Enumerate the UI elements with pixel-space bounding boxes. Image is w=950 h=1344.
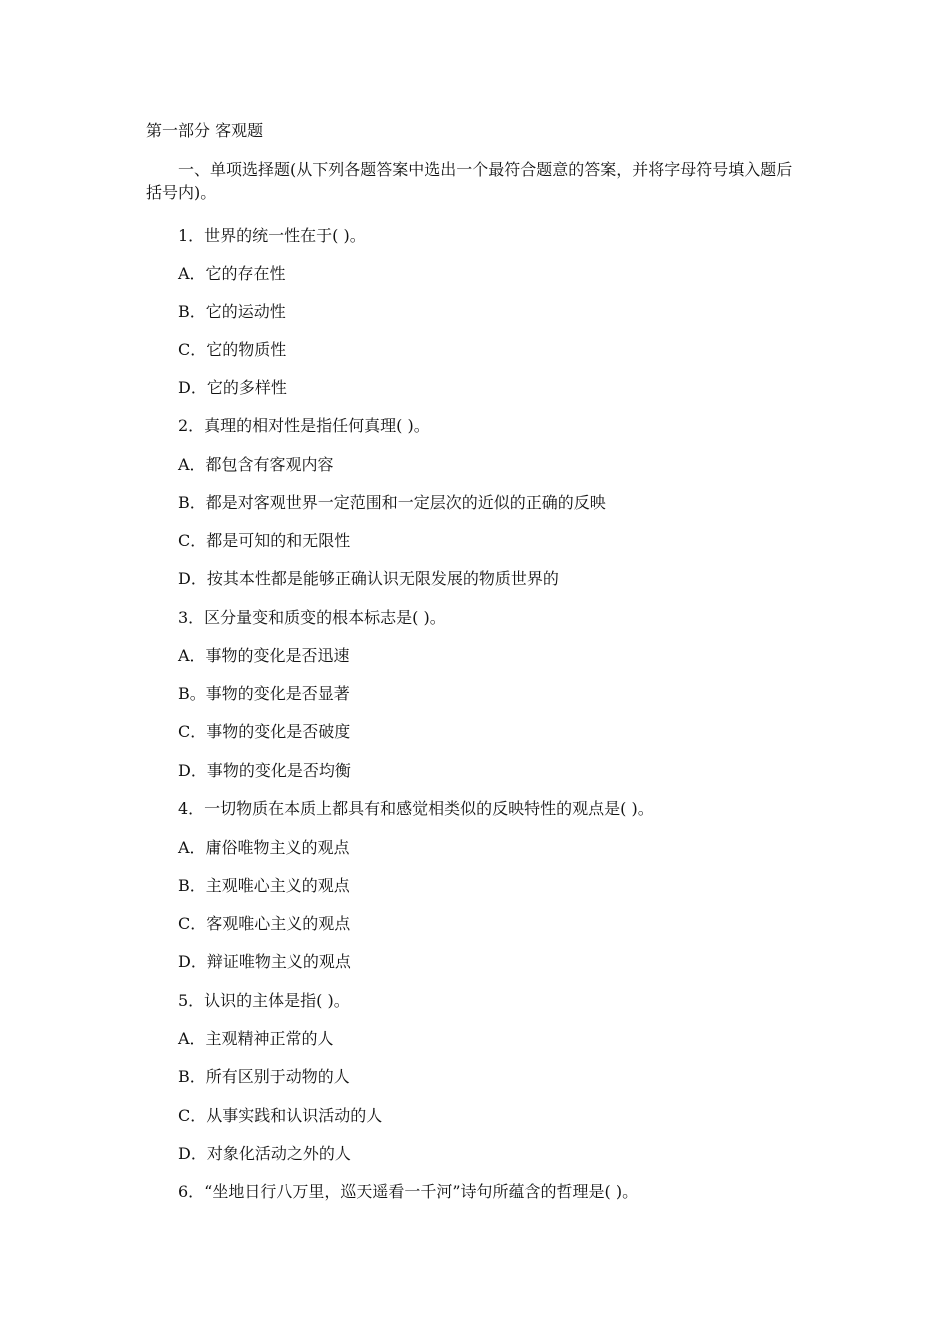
question-3-option-d: D．事物的变化是否均衡 [178,761,351,780]
question-2-option-a: A．都包含有客观内容 [178,455,334,474]
question-2-stem: 2．真理的相对性是指任何真理( )。 [178,416,430,435]
question-5-option-d: D．对象化活动之外的人 [178,1144,351,1163]
part-title: 第一部分 客观题 [146,121,264,140]
question-3-option-b: B。事物的变化是否显著 [178,684,350,703]
question-2-option-c: C．都是可知的和无限性 [178,531,351,550]
question-3-option-a: A．事物的变化是否迅速 [178,646,350,665]
question-1-option-c: C．它的物质性 [178,340,287,359]
question-4-stem: 4．一切物质在本质上都具有和感觉相类似的反映特性的观点是( )。 [178,799,654,818]
question-1-option-d: D．它的多样性 [178,378,287,397]
section-instructions: 一、单项选择题(从下列各题答案中选出一个最符合题意的答案，并将字母符号填入题后括号内)。 [146,160,793,202]
question-4-option-c: C．客观唯心主义的观点 [178,914,351,933]
question-3-option-c: C．事物的变化是否破度 [178,722,351,741]
question-1-option-b: B．它的运动性 [178,302,286,321]
question-5-option-a: A．主观精神正常的人 [178,1029,334,1048]
question-4-option-a: A．庸俗唯物主义的观点 [178,838,350,857]
question-5-option-b: B．所有区别于动物的人 [178,1067,350,1086]
question-6-stem: 6．“坐地日行八万里，巡天遥看一千河”诗句所蕴含的哲理是( )。 [178,1182,639,1201]
question-5-stem: 5．认识的主体是指( )。 [178,991,350,1010]
question-4-option-d: D．辩证唯物主义的观点 [178,952,351,971]
question-3-stem: 3．区分量变和质变的根本标志是( )。 [178,608,446,627]
question-4-option-b: B．主观唯心主义的观点 [178,876,350,895]
question-1-stem: 1．世界的统一性在于( )。 [178,226,366,245]
question-1-option-a: A．它的存在性 [178,264,286,283]
question-2-option-b: B．都是对客观世界一定范围和一定层次的近似的正确的反映 [178,493,606,512]
question-2-option-d: D．按其本性都是能够正确认识无限发展的物质世界的 [178,569,559,588]
question-5-option-c: C．从事实践和认识活动的人 [178,1106,383,1125]
